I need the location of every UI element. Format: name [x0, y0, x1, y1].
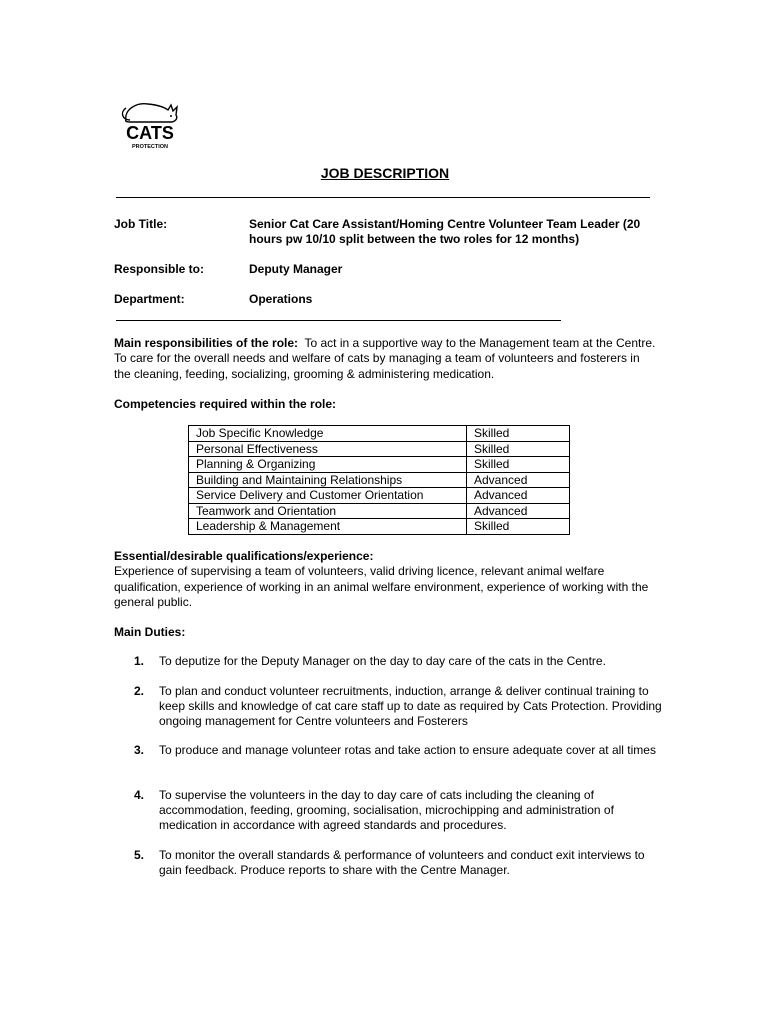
cat-logo-icon [114, 98, 186, 158]
competency-level: Skilled [467, 441, 570, 457]
competency-name: Leadership & Management [189, 519, 467, 535]
competency-level: Advanced [467, 488, 570, 504]
field-value: Operations [249, 292, 313, 306]
duty-text: To monitor the overall standards & performance of volunteers and conduct exit interviews to gain feedback. Produce reports to share with the Centre Manager. [159, 848, 645, 878]
duty-text: To produce and manage volunteer rotas and take action to ensure adequate cover at all times [159, 743, 656, 757]
competencies-table [188, 425, 570, 535]
competency-row [189, 426, 570, 442]
field-label: Department: [114, 292, 185, 306]
competency-name: Job Specific Knowledge [189, 426, 467, 442]
competency-name: Building and Maintaining Relationships [189, 472, 467, 488]
competency-row [189, 472, 570, 488]
competency-name: Teamwork and Orientation [189, 503, 467, 519]
duty-number: 4. [134, 788, 145, 802]
field-label: Job Title: [114, 217, 168, 231]
field-label: Responsible to: [114, 262, 205, 276]
competency-name: Personal Effectiveness [189, 441, 467, 457]
competency-name: Planning & Organizing [189, 457, 467, 473]
duty-number: 1. [134, 654, 145, 668]
competency-level: Advanced [467, 472, 570, 488]
field-value: Senior Cat Care Assistant/Homing Centre Volunteer Team Leader (20 hours pw 10/10 split between the two roles for 12 months) [249, 217, 641, 246]
duty-number: 3. [134, 743, 145, 757]
cats-protection-logo [114, 98, 186, 158]
main-responsibilities-label: Main responsibilities of the role: [114, 336, 299, 350]
main-responsibilities [114, 336, 659, 382]
duty-number: 5. [134, 848, 145, 862]
duty-number: 2. [134, 684, 145, 698]
competency-name: Service Delivery and Customer Orientation [189, 488, 467, 504]
main-responsibilities-text: To act in a supportive way to the Management team at the Centre. To care for the overall needs and welfare of cats by managing a team of volunteers and fosterers in the cleaning, feeding, socializing, grooming & administering medication. [114, 336, 656, 381]
duty-text: To plan and conduct volunteer recruitments, induction, arrange & deliver continual training to keep skills and knowledge of cat care staff up to date as required by Cats Protection. Providing ongoing management for Centre volunteers and Fosterers [159, 684, 662, 729]
competency-row [189, 441, 570, 457]
duty-text: To supervise the volunteers in the day to day care of cats including the cleaning of accommodation, feeding, grooming, socialisation, microchipping and administration of medication in accordance with agreed standards and procedures. [159, 788, 614, 833]
main-duties-title: Main Duties: [114, 625, 186, 639]
logo-main-text: CATS [126, 123, 174, 143]
competency-level: Skilled [467, 519, 570, 535]
field-value: Deputy Manager [249, 262, 343, 276]
competency-row [189, 519, 570, 535]
competency-row [189, 457, 570, 473]
competency-level: Skilled [467, 457, 570, 473]
competency-row [189, 503, 570, 519]
qualifications-text: Experience of supervising a team of volunteers, valid driving licence, relevant animal welfare qualification, experience of working in an animal welfare environment, experience of working with the general public. [114, 564, 649, 609]
competencies-title: Competencies required within the role: [114, 397, 337, 411]
competency-row [189, 488, 570, 504]
duty-text: To deputize for the Deputy Manager on the day to day care of the cats in the Centre. [159, 654, 606, 668]
page-title: JOB DESCRIPTION [320, 165, 450, 181]
qualifications-title: Essential/desirable qualifications/experience: [114, 549, 374, 563]
qualifications [114, 549, 659, 610]
competency-level: Skilled [467, 426, 570, 442]
logo-sub-text: PROTECTION [131, 144, 169, 150]
title-divider [116, 197, 650, 198]
competency-level: Advanced [467, 503, 570, 519]
fields-divider [116, 320, 561, 321]
